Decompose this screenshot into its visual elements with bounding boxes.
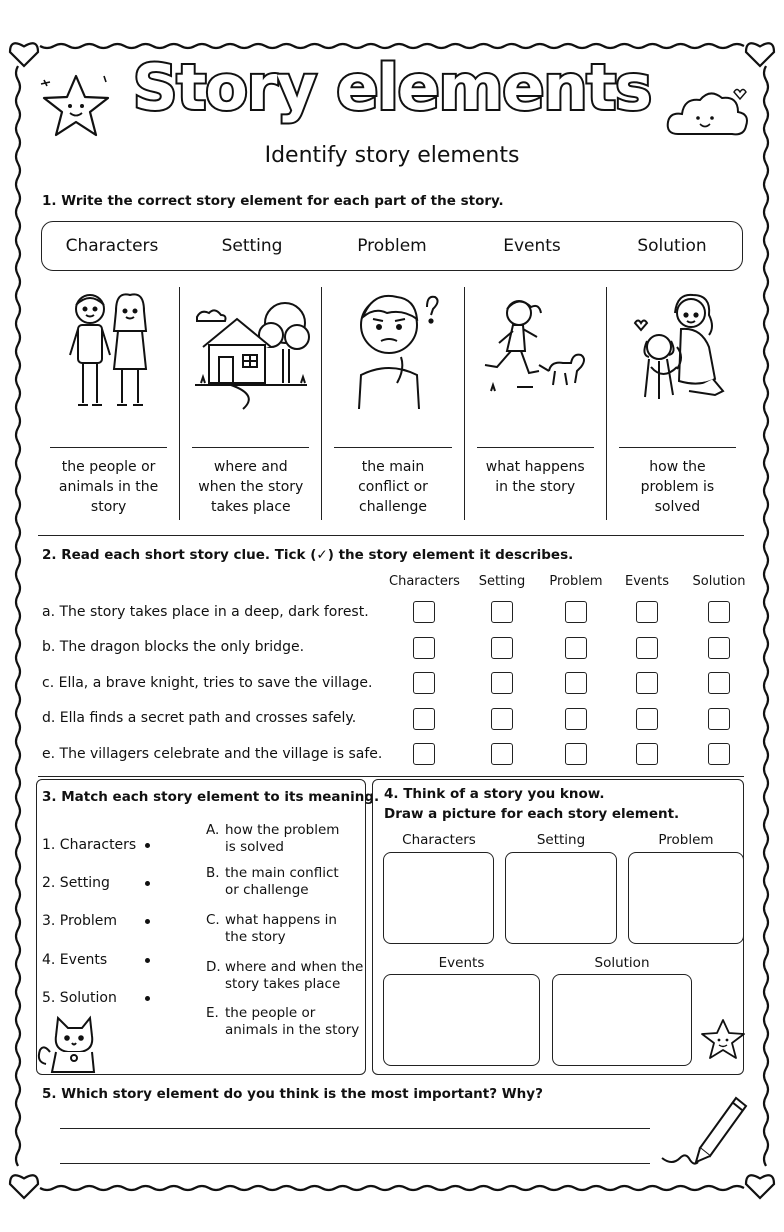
match-dot[interactable] xyxy=(145,843,150,848)
question-3-instruction: 3. Match each story element to its meaning. xyxy=(42,789,380,805)
draw-label: Events xyxy=(438,955,485,971)
pencil-icon xyxy=(660,1088,750,1168)
draw-label: Problem xyxy=(658,832,714,848)
column-characters xyxy=(38,287,179,520)
tick-header: Solution xyxy=(692,574,746,589)
clue-text: a. The story takes place in a deep, dark forest. xyxy=(42,604,369,620)
match-meaning: the main conflict or challenge xyxy=(225,865,339,898)
worried-child-icon xyxy=(343,287,443,411)
clue-text: b. The dragon blocks the only bridge. xyxy=(42,639,305,655)
element-label: Setting xyxy=(221,236,283,256)
draw-label: Setting xyxy=(536,832,586,848)
answer-line[interactable] xyxy=(60,1163,650,1164)
story-elements-bar xyxy=(41,221,743,271)
tick-box[interactable] xyxy=(565,637,587,659)
tick-box[interactable] xyxy=(636,601,658,623)
tick-box[interactable] xyxy=(708,601,730,623)
element-label: Problem xyxy=(357,236,427,256)
question-4-instruction: 4. Think of a story you know. xyxy=(384,786,605,802)
match-meaning: what happens in the story xyxy=(225,912,337,945)
girl-running-with-dog-icon xyxy=(477,287,593,407)
drawing-box-setting[interactable] xyxy=(505,852,617,944)
page-title: Story elements xyxy=(132,51,652,124)
drawing-box-characters[interactable] xyxy=(383,852,494,944)
answer-line[interactable] xyxy=(50,447,167,448)
answer-line[interactable] xyxy=(619,447,736,448)
tick-box[interactable] xyxy=(708,672,730,694)
tick-box[interactable] xyxy=(413,637,435,659)
question-4-instruction-line2: Draw a picture for each story element. xyxy=(384,806,680,822)
tick-box[interactable] xyxy=(565,672,587,694)
tick-header: Problem xyxy=(549,574,603,589)
girl-hugging-dog-icon xyxy=(619,287,735,411)
tick-box[interactable] xyxy=(636,743,658,765)
drawing-box-events[interactable] xyxy=(383,974,540,1066)
tick-box[interactable] xyxy=(565,743,587,765)
match-letter: A. xyxy=(206,822,220,838)
draw-label: Solution xyxy=(594,955,650,971)
title-container xyxy=(120,48,664,128)
smiling-star-icon xyxy=(698,1016,748,1064)
description-text: how the problem is solved xyxy=(640,459,715,515)
drawing-box-solution[interactable] xyxy=(552,974,692,1066)
tick-box[interactable] xyxy=(413,601,435,623)
draw-label: Characters xyxy=(402,832,476,848)
tick-box[interactable] xyxy=(491,637,513,659)
match-dot[interactable] xyxy=(145,958,150,963)
section-divider xyxy=(38,776,744,777)
match-letter: D. xyxy=(206,959,221,975)
tick-header: Events xyxy=(624,574,669,589)
tick-box[interactable] xyxy=(708,637,730,659)
description-text: the main conflict or challenge xyxy=(358,459,428,515)
tick-box[interactable] xyxy=(565,708,587,730)
column-setting xyxy=(179,287,321,520)
tick-box[interactable] xyxy=(491,601,513,623)
question-5-instruction: 5. Which story element do you think is the most important? Why? xyxy=(42,1086,543,1102)
answer-line[interactable] xyxy=(60,1128,650,1129)
tick-box[interactable] xyxy=(708,743,730,765)
element-label: Events xyxy=(503,236,561,256)
match-meaning: how the problem is solved xyxy=(225,822,340,855)
tick-box[interactable] xyxy=(636,708,658,730)
match-item: 5. Solution xyxy=(42,990,117,1006)
question-1-instruction: 1. Write the correct story element for each part of the story. xyxy=(42,193,504,209)
illustration-columns xyxy=(38,287,748,520)
tick-box[interactable] xyxy=(636,637,658,659)
match-dot[interactable] xyxy=(145,881,150,886)
match-item: 2. Setting xyxy=(42,875,110,891)
tick-box[interactable] xyxy=(708,708,730,730)
tick-box[interactable] xyxy=(413,672,435,694)
column-events xyxy=(464,287,606,520)
clue-text: e. The villagers celebrate and the village is safe. xyxy=(42,746,383,762)
smiling-star-icon xyxy=(38,70,114,142)
cat-icon xyxy=(36,1012,106,1076)
section-divider xyxy=(38,535,744,536)
answer-line[interactable] xyxy=(334,447,451,448)
two-children-icon xyxy=(54,287,164,415)
match-letter: B. xyxy=(206,865,220,881)
match-dot[interactable] xyxy=(145,996,150,1001)
tick-box[interactable] xyxy=(491,743,513,765)
element-label: Solution xyxy=(637,236,707,256)
answer-line[interactable] xyxy=(192,447,309,448)
tick-box[interactable] xyxy=(565,601,587,623)
tick-box[interactable] xyxy=(636,672,658,694)
match-meaning: where and when the story takes place xyxy=(225,959,364,992)
match-dot[interactable] xyxy=(145,919,150,924)
tick-box[interactable] xyxy=(491,672,513,694)
description-text: what happens in the story xyxy=(485,459,585,495)
clue-text: c. Ella, a brave knight, tries to save the village. xyxy=(42,675,373,691)
match-letter: C. xyxy=(206,912,220,928)
column-problem xyxy=(321,287,463,520)
match-letter: E. xyxy=(206,1005,219,1021)
tick-box[interactable] xyxy=(413,743,435,765)
match-item: 3. Problem xyxy=(42,913,118,929)
house-and-tree-icon xyxy=(189,287,313,411)
smiling-cloud-icon xyxy=(664,84,752,144)
description-text: the people or animals in the story xyxy=(58,459,159,515)
tick-box[interactable] xyxy=(491,708,513,730)
tick-header: Setting xyxy=(478,574,526,589)
tick-header: Characters xyxy=(389,574,460,589)
element-label: Characters xyxy=(65,236,159,256)
tick-box[interactable] xyxy=(413,708,435,730)
column-solution xyxy=(606,287,748,520)
answer-line[interactable] xyxy=(477,447,594,448)
match-meaning: the people or animals in the story xyxy=(225,1005,360,1038)
description-text: where and when the story takes place xyxy=(198,459,304,515)
drawing-box-problem[interactable] xyxy=(628,852,744,944)
page-subtitle: Identify story elements xyxy=(264,143,520,168)
question-2-instruction: 2. Read each short story clue. Tick (✓) the story element it describes. xyxy=(42,547,574,563)
match-item: 1. Characters xyxy=(42,837,137,853)
match-item: 4. Events xyxy=(42,952,108,968)
clue-text: d. Ella finds a secret path and crosses safely. xyxy=(42,710,357,726)
